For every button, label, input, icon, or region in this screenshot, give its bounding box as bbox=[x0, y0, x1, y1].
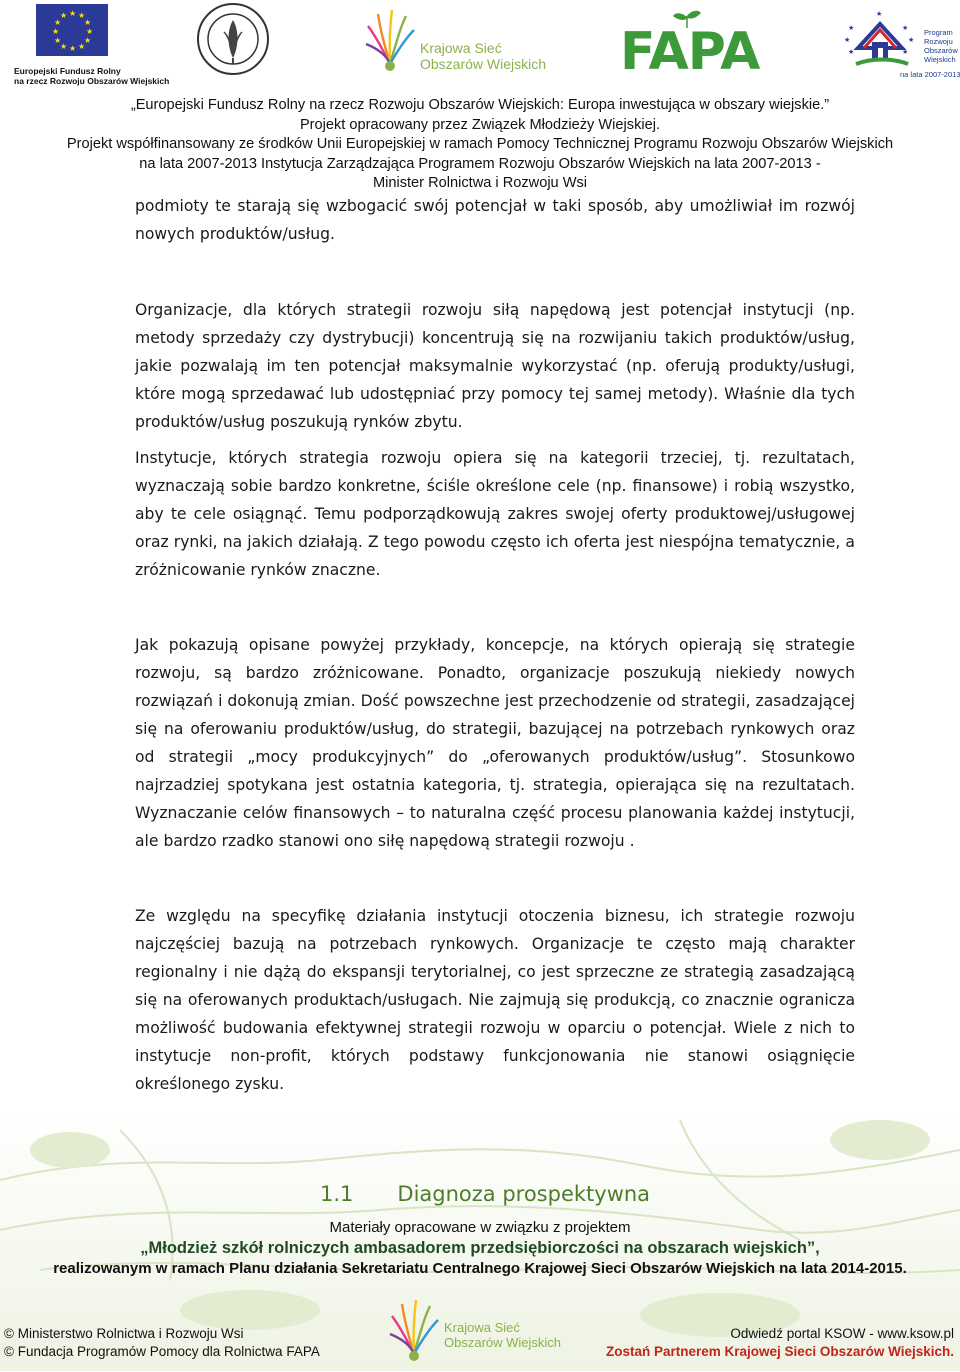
ksow-line1: Krajowa Sieć bbox=[420, 40, 502, 56]
footer-copyright bbox=[4, 1325, 320, 1361]
header-line4: na lata 2007-2013 Instytucja Zarządzająca Programem Rozwoju Obszarów Wiejskich na lata 2007-2013 - bbox=[139, 155, 821, 172]
footer-line2: „Młodzież szkół rolniczych ambasadorem przedsiębiorczości na obszarach wiejskich”, bbox=[140, 1239, 820, 1257]
section-number: 1.1 bbox=[320, 1182, 354, 1206]
footer-ksow-promo bbox=[606, 1325, 954, 1361]
eu-flag-icon bbox=[36, 4, 108, 56]
svg-text:★: ★ bbox=[54, 36, 62, 45]
svg-text:★: ★ bbox=[902, 48, 909, 56]
fapa-wordmark: FAPA bbox=[620, 22, 760, 82]
paragraph-3: Instytucje, których strategia rozwoju opiera się na kategorii trzeciej, tj. rezultatach, wyznaczają sobie bardzo konkretne, ściśle określone cele (np. finansowe) i robią wszystko, aby te cele osiągnąć. Temu podporządkowują zakres swojej oferty produktowej/usługowej oraz rynki, na jakich działają. Z tego powodu często ich oferta jest niespójna tematycznie, a zróżnicowanie rynków znaczne. bbox=[135, 449, 855, 579]
eu-caption-line1: Europejski Fundusz Rolny bbox=[14, 66, 121, 76]
paragraph-1-container bbox=[135, 192, 855, 248]
prow-line3: Obszarów bbox=[924, 46, 958, 55]
paragraph-2: Organizacje, dla których strategii rozwoju siłą napędową jest potencjał instytucji (np. metody sprzedaży czy dystrybucji) koncentrują się na rozwijaniu takich produktów/usług, jakie pozwalają im ten potencjał maksymalnie wykorzystać (np. oferują produkty/usługi, które mogą sprzedawać lub udostępniać przy pomocy tej samej metody). Właśnie dla tych produktów/usług poszukują rynków zbytu. bbox=[135, 301, 855, 431]
project-header bbox=[0, 96, 960, 194]
svg-text:★: ★ bbox=[54, 18, 62, 27]
footer-ksow-logo bbox=[384, 1292, 574, 1368]
logos-row bbox=[0, 0, 960, 92]
eu-caption-line2: na rzecz Rozwoju Obszarów Wiejskich bbox=[14, 76, 170, 86]
svg-text:★: ★ bbox=[78, 42, 86, 51]
ksow-line2: Obszarów Wiejskich bbox=[420, 56, 547, 72]
svg-text:★: ★ bbox=[86, 27, 94, 36]
footer-copyright-fapa: © Fundacja Programów Pomocy dla Rolnictwa FAPA bbox=[4, 1344, 320, 1359]
fapa-logo bbox=[620, 8, 760, 80]
svg-text:★: ★ bbox=[844, 36, 851, 44]
prow-house-icon bbox=[842, 8, 922, 72]
footer-line3: realizowanym w ramach Planu działania Sekretariatu Centralnego Krajowej Sieci Obszarów Wiejskich na lata 2014-2015. bbox=[53, 1260, 907, 1277]
svg-text:★: ★ bbox=[908, 36, 915, 44]
prow-line2: Rozwoju bbox=[924, 37, 953, 46]
eu-logo bbox=[14, 4, 170, 86]
footer-partner-cta: Zostań Partnerem Krajowej Sieci Obszarów Wiejskich. bbox=[606, 1344, 954, 1359]
paragraph-3-container bbox=[135, 444, 855, 584]
ksow-flower-icon bbox=[360, 4, 420, 76]
svg-text:★: ★ bbox=[69, 9, 77, 18]
paragraph-4: Jak pokazują opisane powyżej przykłady, koncepcje, na których opierają się strategie rozwoju, są bardzo zróżnicowane. Ponadto, organizacje poszukują niekiedy nowych rozwiązań i dokonują zmian. Dość powszechne jest przechodzenie od strategii, zasadzającej się na oferowaniu produktów/usług, do strategii, bazującej na potrzebach rynkowych oraz od strategii „mocy produkcyjnych” do „oferowanych produktów/usług”. Stosunkowo najrzadziej spotykana jest ostatnia kategoria, tj. strategia, opierająca się na rezultatach. Wyznaczanie celów finansowych – to naturalna część procesu planowania każdej instytucji, ale bardzo rzadko stanowi ono siłę napędową strategii rozwoju . bbox=[135, 636, 855, 850]
svg-text:★: ★ bbox=[876, 10, 883, 18]
footer-ksow-line1: Krajowa Sieć bbox=[444, 1320, 520, 1335]
svg-text:★: ★ bbox=[848, 48, 855, 56]
prow-line4: Wiejskich bbox=[924, 55, 956, 64]
paragraph-1: podmioty te starają się wzbogacić swój potencjał w taki sposób, aby umożliwiał im rozwój nowych produktów/usług. bbox=[135, 197, 855, 243]
header-line5: Minister Rolnictwa i Rozwoju Wsi bbox=[372, 175, 588, 192]
svg-text:★: ★ bbox=[69, 44, 77, 53]
footer-ksow-portal-link[interactable]: Odwiedź portal KSOW - www.ksow.pl bbox=[730, 1326, 954, 1341]
prow-line1: Program bbox=[924, 28, 953, 37]
prow-logo bbox=[842, 8, 960, 80]
prow-years: na lata 2007-2013 bbox=[900, 70, 960, 79]
paragraph-5-container bbox=[135, 902, 855, 1098]
svg-text:★: ★ bbox=[52, 27, 60, 36]
svg-text:★: ★ bbox=[84, 18, 92, 27]
section-title: Diagnoza prospektywna bbox=[397, 1182, 651, 1206]
footer-line1: Materiały opracowane w związku z projektem bbox=[329, 1219, 631, 1236]
svg-text:★: ★ bbox=[60, 11, 68, 20]
header-line2: Projekt opracowany przez Związek Młodzieży Wiejskiej. bbox=[299, 116, 661, 133]
paragraph-2-container bbox=[135, 296, 855, 436]
svg-text:★: ★ bbox=[78, 11, 86, 20]
header-line1: „Europejski Fundusz Rolny na rzecz Rozwoju Obszarów Wiejskich: Europa inwestująca w obszary wiejskie.” bbox=[130, 97, 830, 113]
ksow-logo bbox=[360, 4, 550, 76]
svg-text:★: ★ bbox=[902, 24, 909, 32]
section-heading bbox=[320, 1182, 650, 1206]
svg-text:★: ★ bbox=[848, 24, 855, 32]
svg-text:★: ★ bbox=[60, 42, 68, 51]
footer-ksow-flower-icon bbox=[384, 1292, 444, 1368]
footer-copyright-ministry: © Ministerstwo Rolnictwa i Rozwoju Wsi bbox=[4, 1326, 244, 1341]
header-line3: Projekt współfinansowany ze środków Unii Europejskiej w ramach Pomocy Technicznej Programu Rozwoju Obszarów Wiejskich bbox=[66, 136, 894, 153]
paragraph-5: Ze względu na specyfikę działania instytucji otoczenia biznesu, ich strategie rozwoju najczęściej bazują na potrzebach rynkowych. Organizacje te często mają charakter regionalny i nie dążą do ekspansji terytorialnej, co jest sprzeczne ze strategią zasadzającą się na oferowanych produktach/usługach. Nie zajmują się produkcją, co znacznie ogranicza możliwość budowania efektywnej strategii rozwoju w oparciu o potencjał. Wiele z nich to instytucje non-profit, których podstawy funkcjonowania nie stanowi osiągnięcie określonego zysku. bbox=[135, 907, 855, 1093]
paragraph-4-container bbox=[135, 631, 855, 855]
ministry-seal-icon bbox=[196, 2, 270, 76]
svg-text:★: ★ bbox=[84, 36, 92, 45]
footer-ksow-line2: Obszarów Wiejskich bbox=[444, 1335, 562, 1350]
